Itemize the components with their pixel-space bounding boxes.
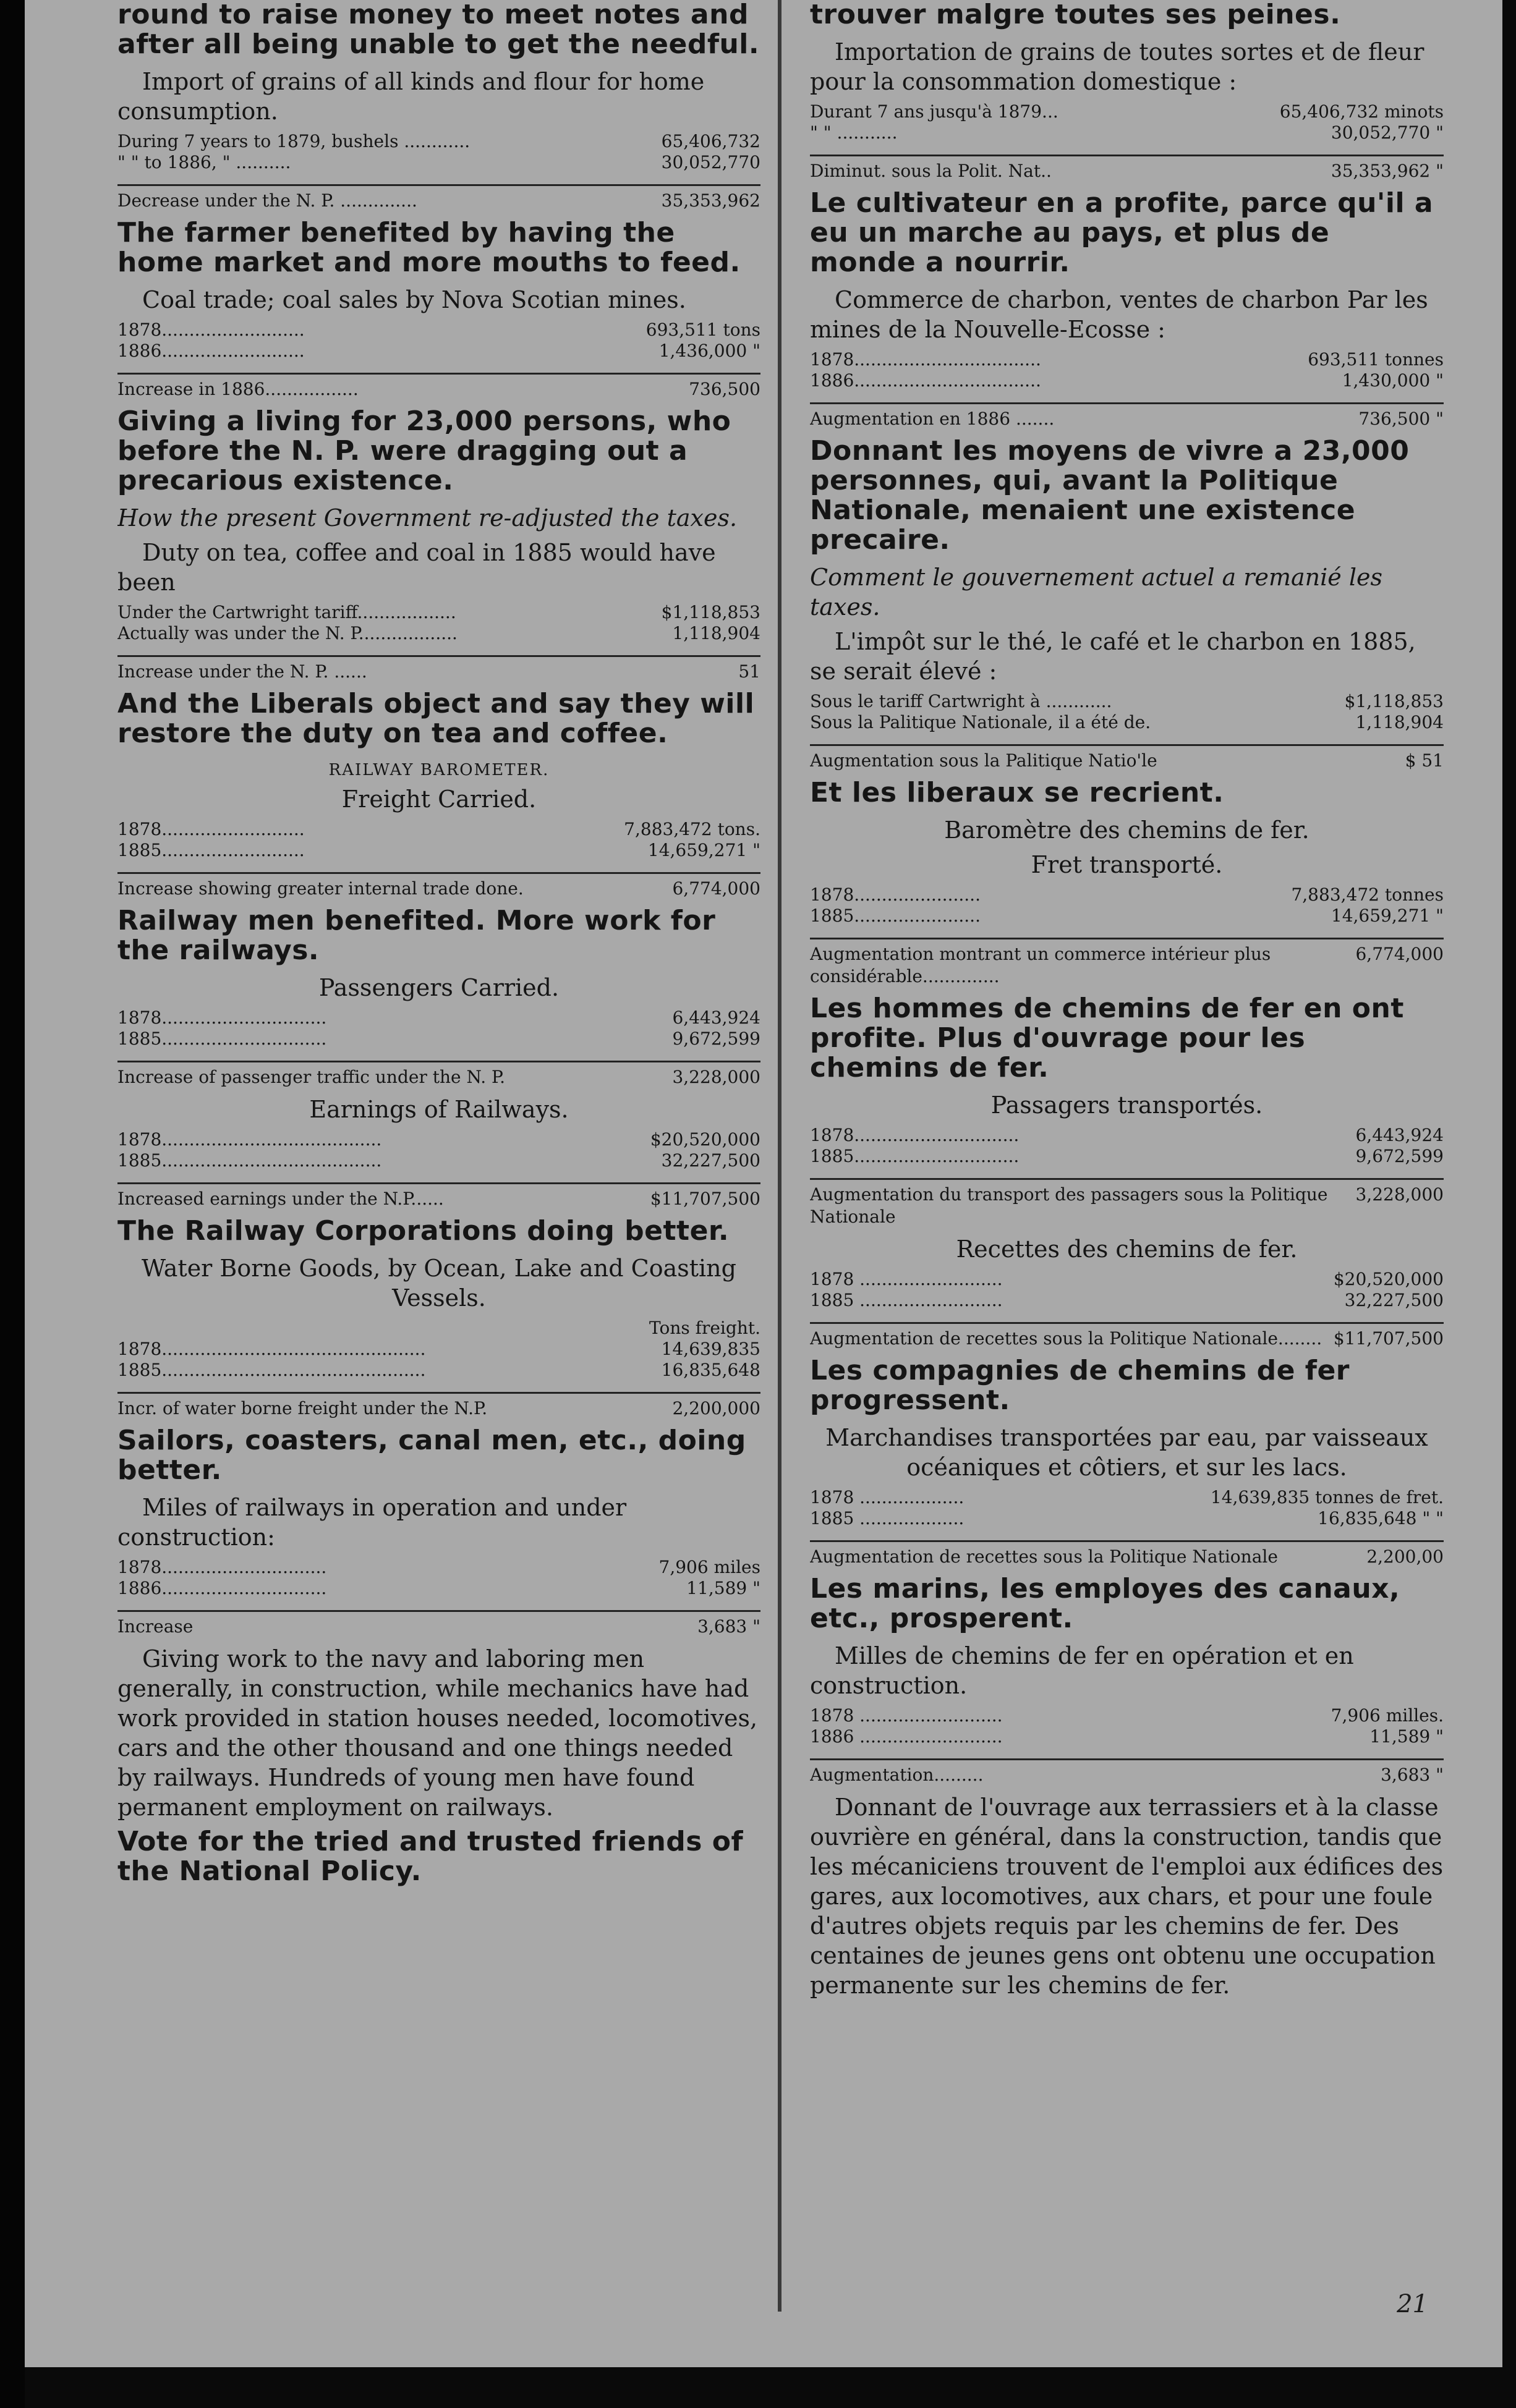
earnings-table [810,1269,1444,1311]
freight-title: Fret transporté. [1031,851,1223,878]
miles-table [117,1557,760,1599]
water-title: Water Borne Goods, by Ocean, Lake and Coasting Vessels. [142,1255,736,1312]
passengers-table [810,1125,1444,1167]
table-sum: Augmentation du transport des passagers sous la Politique Nationale 3,228,000 [810,1178,1444,1228]
table-sum: Increase showing greater internal trade done. 6,774,000 [117,872,760,900]
table-sum: Augmentation de recettes sous la Politique Nationale 2,200,00 [810,1540,1444,1568]
freight-title: Freight Carried. [341,786,537,813]
table-row: 1878.......................... 7,883,472 tons. [117,819,760,839]
table-row: Under the Cartwright tariff.................. $1,118,853 [117,602,760,622]
grain-table [117,131,760,173]
intro-heading: round to raise money to meet notes and after all being unable to get the needful. [117,0,760,60]
table-row: 1885.......................... 14,659,271 " [117,840,760,860]
water-table [117,1318,760,1381]
barometer-title: Baromètre des chemins de fer. [944,816,1309,844]
table-row: 1885....................... 14,659,271 " [810,905,1444,926]
freight-table [117,819,760,861]
page-number: 21 [1397,2290,1428,2318]
table-row: 1878.......................... 693,511 tons [117,320,760,340]
coal-table [117,320,760,362]
coal-intro: Commerce de charbon, ventes de charbon Par les mines de la Nouvelle-Ecosse : [810,286,1428,343]
newspaper-sheet [25,0,1502,2367]
table-row: Actually was under the N. P.................. 1,118,904 [117,623,760,643]
liberals-heading: And the Liberals object and say they will restore the duty on tea and coffee. [117,688,755,749]
table-row: " " ........... 30,052,770 " [810,122,1444,143]
miles-intro: Miles of railways in operation and under construction: [117,1494,627,1551]
grain-intro: Import of grains of all kinds and flour for home consumption. [117,68,705,125]
table-sum: Increase of passenger traffic under the N. P. 3,228,000 [117,1061,760,1088]
farmer-heading: Le cultivateur en a profite, parce qu'il a eu un marche au pays, et plus de monde a nourrir. [810,187,1434,278]
liberals-heading: Et les liberaux se recrient. [810,777,1224,808]
table-sum: Incr. of water borne freight under the N.P. 2,200,000 [117,1392,760,1420]
table-row: 1878........................................ $20,520,000 [117,1129,760,1150]
table-row: 1878 ................... 14,639,835 tonnes de fret. [810,1487,1444,1507]
work-paragraph: Donnant de l'ouvrage aux terrassiers et à la classe ouvrière en général, dans la construction, tandis que les mécaniciens trouvent de l'emploi aux édifices des gares, aux locomotives, aux chars, et pour une foule d'autres objets requis par les chemins de fer. Des centaines de jeunes gens ont obtenu une occupation permanente sur les chemins de fer. [810,1794,1444,1999]
table-row: During 7 years to 1879, bushels ............ 65,406,732 [117,131,760,151]
duty-intro: L'impôt sur le thé, le café et le charbon en 1885, se serait élevé : [810,628,1416,685]
passengers-title: Passengers Carried. [318,974,560,1001]
living-heading: Giving a living for 23,000 persons, who before the N. P. were dragging out a precarious existence. [117,405,731,496]
miles-intro: Milles de chemins de fer en opération et en construction. [810,1642,1354,1699]
table-row: Durant 7 ans jusqu'à 1879... 65,406,732 minots [810,101,1444,122]
table-row: 1885 ................... 16,835,648 " " [810,1508,1444,1528]
water-table [810,1487,1444,1529]
farmer-heading: The farmer benefited by having the home market and more mouths to feed. [117,217,741,278]
sailors-heading: Sailors, coasters, canal men, etc., doing better. [117,1425,746,1486]
table-row: 1878.............................. 7,906 miles [117,1557,760,1577]
earnings-title: Earnings of Railways. [309,1096,569,1123]
earnings-table [117,1129,760,1171]
table-row: 1886.................................. 1,430,000 " [810,370,1444,391]
table-sum: Increased earnings under the N.P...... $11,707,500 [117,1182,760,1210]
government-subhead: How the present Government re-adjusted the taxes. [117,504,738,532]
vote-heading: Vote for the tried and trusted friends of the National Policy. [117,1826,744,1887]
table-row: 1885 .......................... 32,227,500 [810,1290,1444,1310]
table-row: 1878.............................. 6,443,924 [810,1125,1444,1145]
table-row: 1878.............................. 6,443,924 [117,1007,760,1028]
miles-table [810,1705,1444,1747]
corporations-heading: The Railway Corporations doing better. [117,1215,730,1247]
table-row: 1885.............................. 9,672,599 [810,1146,1444,1166]
table-row: " " to 1886, " .......... 30,052,770 [117,152,760,172]
english-column [117,0,760,2312]
railmen-heading: Railway men benefited. More work for the railways. [117,905,716,966]
grain-intro: Importation de grains de toutes sortes et de fleur pour la consommation domestique : [810,38,1424,95]
table-row: Sous le tariff Cartwright à ............ $1,118,853 [810,691,1444,711]
table-sum: Augmentation de recettes sous la Politique Nationale........ $11,707,500 [810,1322,1444,1350]
table-sum: Decrease under the N. P. .............. 35,353,962 [117,184,760,212]
government-subhead: Comment le gouvernement actuel a remanié les taxes. [810,564,1382,621]
coal-table [810,349,1444,391]
water-title: Marchandises transportées par eau, par vaisseaux océaniques et côtiers, et sur les lacs. [825,1424,1428,1481]
duty-table [810,691,1444,733]
table-row: 1878 .......................... $20,520,000 [810,1269,1444,1289]
table-sum: Augmentation en 1886 ....... 736,500 " [810,402,1444,430]
table-row: 1878.................................. 693,511 tonnes [810,349,1444,370]
duty-table [117,602,760,644]
railmen-heading: Les hommes de chemins de fer en ont profite. Plus d'ouvrage pour les chemins de fer. [810,993,1404,1083]
table-sum: Diminut. sous la Polit. Nat.. 35,353,962 " [810,155,1444,182]
table-sum: Increase under the N. P. ...... 51 [117,655,760,683]
table-row: 1885........................................ 32,227,500 [117,1150,760,1171]
column-divider [778,0,781,2312]
french-column [810,0,1444,2312]
table-sum: Increase in 1886................. 736,500 [117,373,760,401]
intro-heading: trouver malgre toutes ses peines. [810,0,1341,30]
table-row: Sous la Palitique Nationale, il a été de. 1,118,904 [810,712,1444,732]
table-sum: Increase 3,683 " [117,1610,760,1638]
living-heading: Donnant les moyens de vivre a 23,000 personnes, qui, avant la Politique Nationale, menaient une existence precaire. [810,435,1410,556]
work-paragraph: Giving work to the navy and laboring men generally, in construction, while mechanics have had work provided in station houses needed, locomotives, cars and the other thousand and one things needed by railways. Hundreds of young men have found permanent employment on railways. [117,1645,758,1821]
table-sum: Augmentation sous la Palitique Natio'le $ 51 [810,744,1444,772]
passengers-table [117,1007,760,1049]
grain-table [810,101,1444,143]
sailors-heading: Les marins, les employes des canaux, etc., prosperent. [810,1573,1400,1634]
table-row: 1878................................................ 14,639,835 [117,1339,760,1359]
table-row: 1885.............................. 9,672,599 [117,1028,760,1049]
scan-border [0,0,25,2408]
passengers-title: Passagers transportés. [990,1092,1263,1119]
coal-intro: Coal trade; coal sales by Nova Scotian mines. [142,286,686,313]
table-header: Tons freight. [649,1318,760,1338]
table-row: 1885................................................ 16,835,648 [117,1360,760,1380]
table-row: 1886.............................. 11,589 " [117,1578,760,1598]
table-sum: Augmentation......... 3,683 " [810,1758,1444,1786]
duty-intro: Duty on tea, coffee and coal in 1885 would have been [117,539,716,596]
barometer-title: RAILWAY BAROMETER. [328,761,550,779]
table-row: 1878 .......................... 7,906 milles. [810,1705,1444,1726]
table-row: 1878....................... 7,883,472 tonnes [810,884,1444,905]
table-row: 1886.......................... 1,436,000 " [117,341,760,361]
table-row: 1886 .......................... 11,589 " [810,1726,1444,1747]
earnings-title: Recettes des chemins de fer. [956,1236,1298,1263]
corporations-heading: Les compagnies de chemins de fer progressent. [810,1355,1350,1416]
table-sum: Augmentation montrant un commerce intérieur plus considérable.............. 6,774,000 [810,938,1444,988]
freight-table [810,884,1444,926]
